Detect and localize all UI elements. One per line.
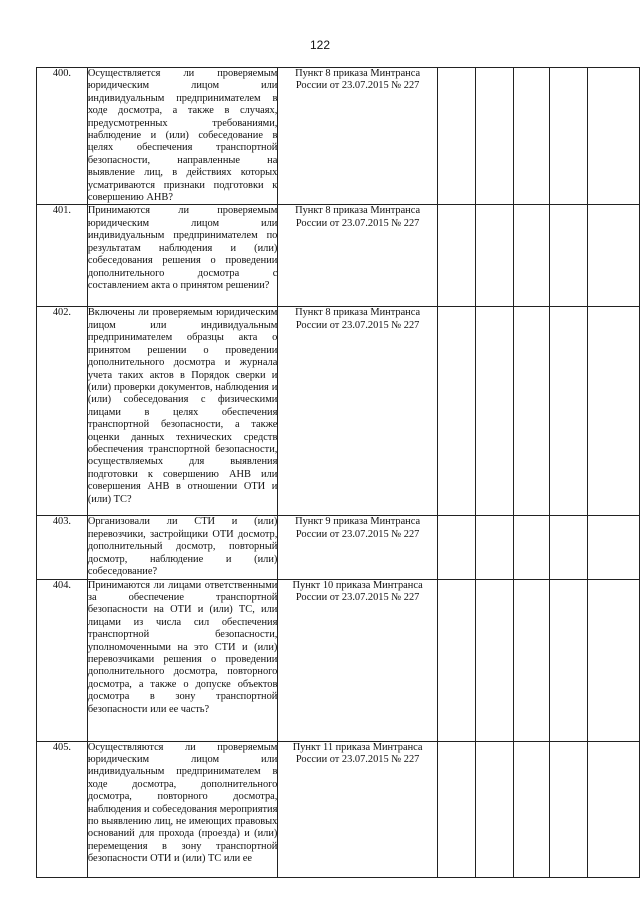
question-text: Осуществляется ли проверяемым юридическим лицом или индивидуальным предпринимателем в ходе досмотра, а также в случаях, предусмотренных требованиями, наблюдение и (или) собеседование в целях обеспечения транспортной безопасности, направленные на выявление лиц, в действиях которых усматриваются признаки подготовки к совершению АНВ? (87, 68, 278, 204)
answer-cell (513, 741, 550, 877)
answer-cell (475, 741, 513, 877)
answer-cell (588, 741, 640, 877)
answer-cell (513, 205, 550, 307)
row-number: 402. (37, 307, 88, 516)
legal-reference-line: Пункт 10 приказа Минтранса (292, 579, 423, 591)
answer-cell (475, 205, 513, 307)
row-number: 401. (37, 205, 88, 307)
answer-cell (475, 516, 513, 579)
answer-cell (550, 579, 588, 741)
requirements-table (36, 67, 640, 878)
legal-reference-line: Пункт 8 приказа Минтранса (295, 307, 421, 319)
answer-cell (513, 516, 550, 579)
legal-reference (278, 205, 438, 307)
answer-cell (550, 68, 588, 205)
answer-cell (437, 205, 475, 307)
answer-cell (513, 579, 550, 741)
table-row (37, 68, 640, 205)
answer-cell (437, 579, 475, 741)
legal-reference-line: Пункт 8 приказа Минтранса (295, 68, 421, 79)
row-number: 404. (37, 579, 88, 741)
table-row (37, 741, 640, 877)
legal-reference-line: России от 23.07.2015 № 227 (295, 591, 420, 603)
legal-reference (278, 741, 438, 877)
legal-reference-line: России от 23.07.2015 № 227 (295, 217, 420, 229)
legal-reference-line: России от 23.07.2015 № 227 (295, 319, 420, 331)
table-row (37, 307, 640, 516)
question-text: Принимаются ли проверяемым юридическим лицом или индивидуальным предпринимателем по результатам наблюдения и (или) собеседования решения о проведении дополнительного досмотра с составлением акта о принятом решении? (87, 205, 278, 307)
legal-reference (278, 516, 438, 579)
answer-cell (588, 307, 640, 516)
answer-cell (588, 516, 640, 579)
legal-reference (278, 68, 438, 205)
table-row (37, 205, 640, 307)
table-row (37, 579, 640, 741)
answer-cell (513, 307, 550, 516)
answer-cell (550, 307, 588, 516)
legal-reference (278, 307, 438, 516)
answer-cell (475, 579, 513, 741)
page-number: 122 (309, 38, 331, 52)
question-text: Включены ли проверяемым юридическим лицом или индивидуальным предпринимателем образцы акта о принятом решении о проведении дополнительного досмотра и журнала учета таких актов в Порядок сверки и (или) проверки документов, наблюдения и (или) собеседования с физическими лицами в целях обеспечения транспортной безопасности, а также оценки данных технических средств обеспечения транспортной безопасности, осуществляемых для выявления подготовки к совершению АНВ или совершения АНВ в отношении ОТИ и (или) ТС? (87, 307, 278, 516)
answer-cell (437, 741, 475, 877)
legal-reference-line: Пункт 9 приказа Минтранса (295, 516, 421, 528)
legal-reference-line: Пункт 8 приказа Минтранса (295, 205, 421, 217)
legal-reference-line: России от 23.07.2015 № 227 (295, 80, 420, 92)
answer-cell (550, 741, 588, 877)
answer-cell (475, 307, 513, 516)
answer-cell (437, 68, 475, 205)
legal-reference (278, 579, 438, 741)
table-row (37, 516, 640, 579)
answer-cell (588, 68, 640, 205)
answer-cell (437, 307, 475, 516)
answer-cell (588, 579, 640, 741)
answer-cell (550, 205, 588, 307)
row-number: 403. (37, 516, 88, 579)
answer-cell (513, 68, 550, 205)
answer-cell (475, 68, 513, 205)
row-number: 405. (37, 741, 88, 877)
row-number: 400. (37, 68, 88, 205)
question-text: Принимаются ли лицами ответственными за обеспечение транспортной безопасности на ОТИ и (или) ТС, или лицами из числа сил обеспечения транспортной безопасности, уполномоченными на это СТИ и (или) перевозчиками решения о проведении дополнительного досмотра, повторного досмотра, а также о допуске объектов досмотра в зону транспортной безопасности или ее часть? (87, 579, 278, 741)
legal-reference-line: Пункт 11 приказа Минтранса (292, 741, 423, 753)
legal-reference-line: России от 23.07.2015 № 227 (295, 528, 420, 540)
answer-cell (588, 205, 640, 307)
question-text: Организовали ли СТИ и (или) перевозчики, застройщики ОТИ досмотр, дополнительный досмотр, повторный досмотр, наблюдение и (или) собеседование? (87, 516, 278, 578)
legal-reference-line: России от 23.07.2015 № 227 (295, 753, 420, 765)
answer-cell (437, 516, 475, 579)
question-text: Осуществляются ли проверяемым юридическим лицом или индивидуальным предпринимателем в ходе досмотра, дополнительного досмотра, повторного досмотра, наблюдения и собеседования мероприятия по выявлению лиц, не имеющих правовых оснований для прохода (проезда) и (или) перемещения в зону транспортной безопасности ОТИ и (или) ТС или ее (87, 741, 278, 877)
answer-cell (550, 516, 588, 579)
